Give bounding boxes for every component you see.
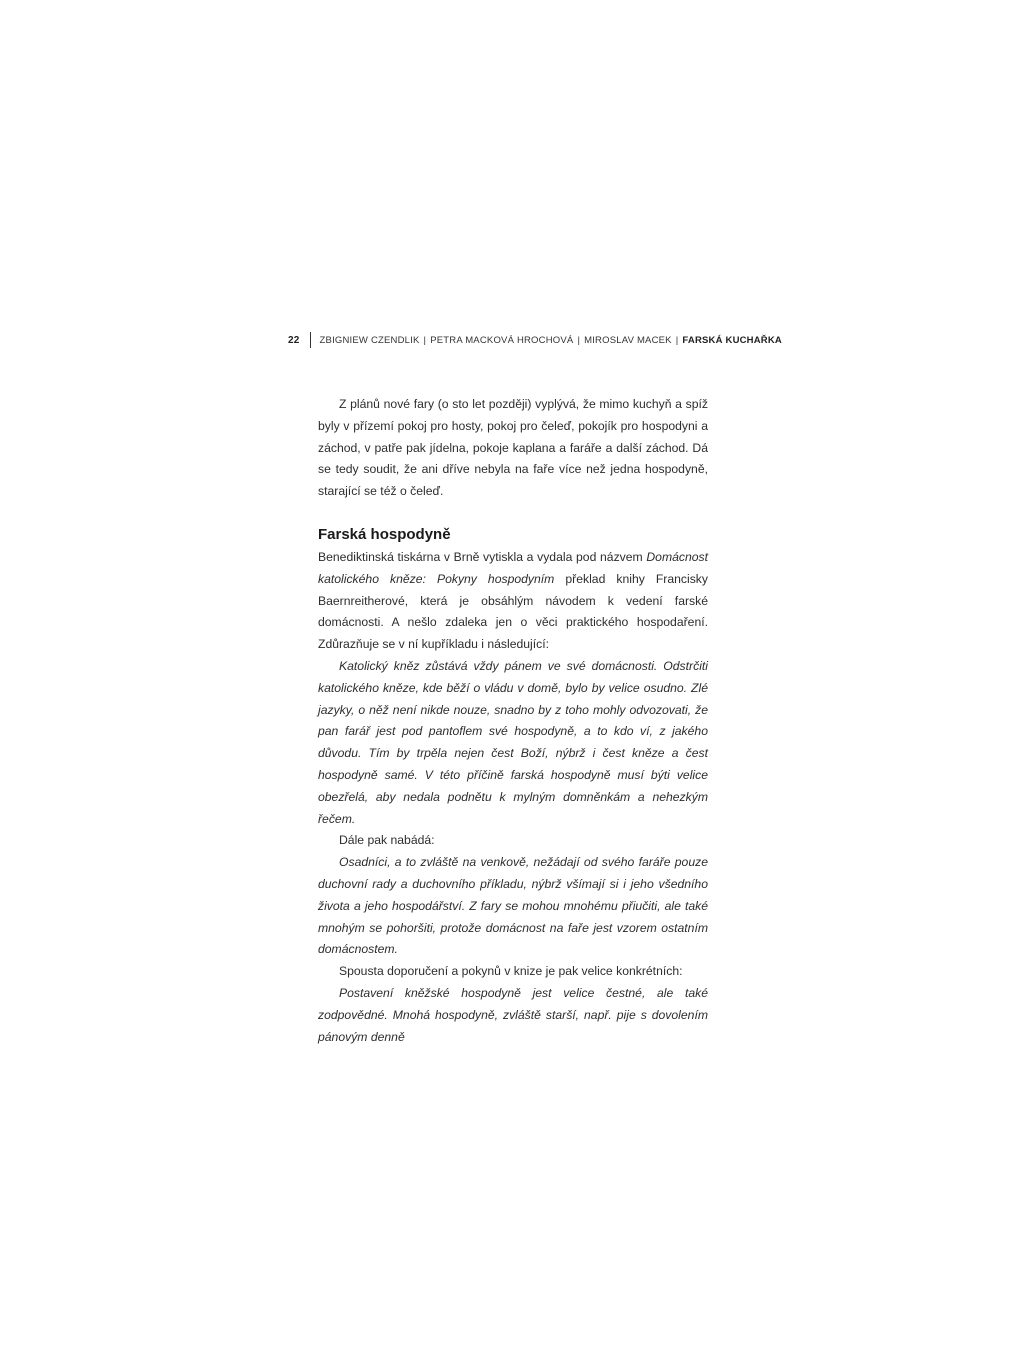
body-paragraph: Z plánů nové fary (o sto let později) vyplývá, že mimo kuchyň a spíž byly v přízemí pokoj pro hosty, pokoj pro čeleď, pokojík pro hospodyni a záchod, v patře pak jídelna, pokoje kaplana a faráře a další záchod. Dá se tedy soudit, že ani dříve nebyla na faře více než jedna hospodyně, starající se též o čeleď.	[318, 397, 708, 499]
quote-text-2: Osadníci, a to zvláště na venkově, nežádají od svého faráře pouze duchovní rady a duchovního příkladu, nýbrž všímají si i jeho všedního života a jeho hospodářství. Z fary se mohou mnohému přiučiti, ale také mnohým se pohoršiti, protože domácnost na faře jest vzorem ostatním domácnostem.	[318, 855, 708, 957]
quote-paragraph	[318, 852, 708, 961]
section1-text	[318, 394, 708, 503]
header-separator: |	[423, 334, 427, 346]
header-divider	[310, 332, 311, 348]
intro-text-2: překlad knihy Francisky Baernreitherové, která je obsáhlým návodem k vedení farské domácnosti. A nešlo zdaleka jen o věci praktického hospodaření. Zdůrazňuje se v ní kupříkladu i následující:	[318, 571, 708, 652]
header-author-1: ZBIGNIEW CZENDLIK	[319, 334, 420, 346]
header-author-2: PETRA MACKOVÁ HROCHOVÁ	[430, 334, 574, 346]
quote-paragraph	[318, 656, 708, 830]
quote-text-3: Postavení kněžské hospodyně jest velice čestné, ale také zodpovědné. Mnohá hospodyně, zvláště starší, např. pije s dovolením pánovým denně	[318, 985, 708, 1044]
book-title-italic: Domácnost katolického kněze: Pokyny hospodyním	[318, 550, 708, 586]
quote-text-1: Katolický kněz zůstává vždy pánem ve své domácnosti. Odstrčiti katolického kněze, kde běží o vládu v domě, bylo by velice osudno. Zlé jazyky, o něž není nikde nouze, snadno by z toho mohly odvozovati, že pan farář jest pod pantoflem své hospodyně, a to kdo ví, z jakého důvodu. Tím by trpěla nejen čest Boží, nýbrž i čest kněze a čest hospodyně samé. V této příčině farská hospodyně musí býti velice obezřelá, aby nedala podnětu k mylným domněnkám a nehezkým řečem.	[318, 658, 708, 826]
section-heading: Farská hospodyně	[318, 526, 451, 543]
body-paragraph: Dále pak nabádá:	[339, 833, 435, 848]
header-book-title: FARSKÁ KUCHAŘKA	[682, 334, 782, 346]
header-separator: |	[577, 334, 581, 346]
quote-paragraph	[318, 983, 708, 1048]
intro-paragraph	[318, 547, 708, 656]
running-header	[288, 331, 782, 349]
header-author-3: MIROSLAV MACEK	[584, 334, 672, 346]
body-paragraph: Spousta doporučení a pokynů v knize je pak velice konkrétních:	[339, 964, 683, 979]
page-number: 22	[288, 334, 300, 346]
intro-text-1: Benediktinská tiskárna v Brně vytiskla a vydala pod názvem	[318, 550, 647, 564]
header-separator: |	[675, 334, 679, 346]
section2-text	[318, 547, 708, 1048]
